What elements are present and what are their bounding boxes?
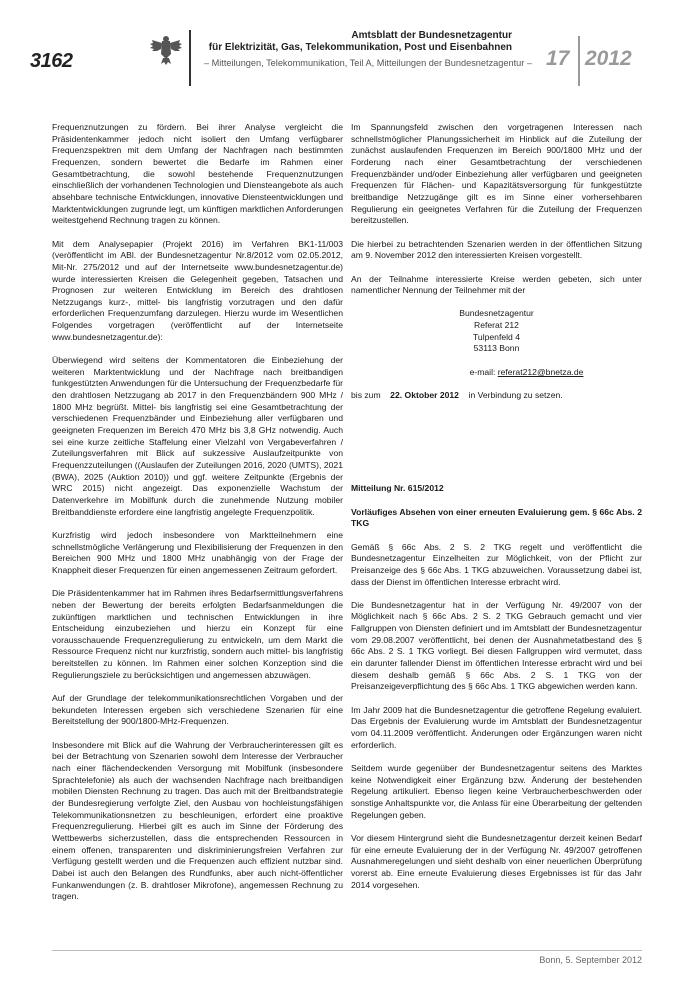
paragraph: Auf der Grundlage der telekommunikationsrechtlichen Vorgaben und der bekundeten Interessen ergeben sich verschiedene Szenarien für eine Bereitstellung der 900/1800-MHz-Frequenzen. [52, 693, 343, 727]
address-line: Referat 212 [474, 320, 519, 331]
deadline-suffix: in Verbindung zu setzen. [468, 390, 563, 401]
paragraph: Vor diesem Hintergrund sieht die Bundesnetzagentur derzeit keinen Bedarf für eine erneute Evaluierung der in der Verfügung Nr. 49/2007 getroffenen Ausnahmeregelungen und sieht deshalb von einer neuerlichen Überprüfung vorerst ab. Eine erneute Evaluierung dieses Ergebnisses ist für das Jahr 2014 vorgesehen. [351, 832, 642, 890]
address-line: Bundesnetzagentur [459, 308, 534, 319]
header-divider [189, 30, 191, 86]
contact-address [351, 308, 642, 355]
footer-divider [52, 950, 642, 951]
paragraph: Kurzfristig wird jedoch insbesondere von Marktteilnehmern eine schnellstmögliche Verlängerung und Flexibilisierung der Frequenzen in den Bereichen 900 MHz und 1800 MHz unabhängig von der Frage der Knappheit dieser Frequenzen für einen angemessenen Zeitraum gefordert. [52, 529, 343, 575]
right-column [351, 122, 642, 891]
paragraph: Die Präsidentenkammer hat im Rahmen ihres Bedarfsermittlungsverfahrens neben der Bewertung der bereits erfolgten Bedarfsanmeldungen die zukünftigen marktlichen und technischen Entwicklungen in ihre Entscheidung einzubeziehen und hierzu ein Konzept für eine vorausschauende Frequenzregulierung zu entwickeln, um dem Markt die Ressource Frequenz nicht nur kurzfristig, sondern auch mittel- bis langfristig bereitstellen zu können. Im Rahmen einer solchen Konzeption sind die Regulierungsziele zu berücksichtigen und angemessen abzuwägen. [52, 588, 343, 680]
left-column [52, 122, 343, 903]
paragraph: Im Spannungsfeld zwischen den vorgetragenen Interessen nach schnellstmöglicher Planungssicherheit im Hinblick auf die Zuteilung der zunächst auslaufenden Frequenzen im Bereich 900/1800 MHz und der Forderung nach einer Gesamtbetrachtung der verschiedenen Frequenzbänder und/oder Einbeziehung aller verfügbaren und geeigneten Frequenzen für Flächen- und Kapazitätsversorgung für funkgestützte breitbandige Netzzugänge gilt es im Sinne einer vorhersehbaren Regulierung ein geeignetes Verfahren für die Zuteilung der Frequenzen bereitzustellen. [351, 122, 642, 226]
address-line: 53113 Bonn [473, 343, 520, 354]
paragraph: Die hierbei zu betrachtenden Szenarien werden in der öffentlichen Sitzung am 9. November 2012 den interessierten Kreisen vorgestellt. [351, 238, 642, 261]
paragraph: Frequenznutzungen zu fördern. Bei ihrer Analyse vergleicht die Präsidentenkammer jedoch nicht isoliert den Umfang verfügbarer Frequenzspektren mit dem Umfang der Nachfragen nach bestimmten Frequenzen, sondern bewertet die Bedarfe im Rahmen einer Gesamtbetrachtung, die sowohl bestehende Frequenznutzungen einschließlich der vorhandenen Technologien und Diensteangebote als auch absehbare technische Entwicklungen, innovative Diensteentwicklungen und Marktentwicklungen zugrunde legt, um künftigen marktlichen Anforderungen weitestgehend Rechnung tragen zu können. [52, 122, 343, 226]
address-line: Tulpenfeld 4 [473, 331, 520, 342]
notice-number: Mitteilung Nr. 615/2012 [351, 483, 444, 494]
email-label: e-mail: [469, 366, 496, 377]
email-link[interactable]: referat212@bnetza.de [497, 366, 584, 377]
footer-date: Bonn, 5. September 2012 [539, 955, 642, 965]
page-number: 3162 [30, 50, 73, 72]
paragraph: Seitdem wurde gegenüber der Bundesnetzagentur seitens des Marktes keine Notwendigkeit einer Ergänzung bzw. Änderung der bestehenden Regelung artikuliert. Ebenso liegen keine Verbraucherbeschwerden oder sonstige Anhaltspunkte vor, die Anlass für eine Überarbeitung der geltenden Regelungen geben. [351, 762, 642, 820]
deadline [351, 390, 642, 402]
deadline-prefix: bis zum [351, 390, 381, 401]
section-spacer [351, 413, 642, 483]
paragraph: Gemäß § 66c Abs. 2 S. 2 TKG regelt und veröffentlicht die Bundesnetzagentur Einzelheiten zur Möglichkeit, von der Pflicht zur Preisanzeige des § 66c Abs. 1 TKG abzuweichen. Voraussetzung dabei ist, dass der Dienst im öffentlichen Interesse erbracht wird. [351, 541, 642, 587]
paragraph: Im Jahr 2009 hat die Bundesnetzagentur die getroffene Regelung evaluiert. Das Ergebnis der Evaluierung wurde im Amtsblatt der Bundesnetzagentur vom 04.11.2009 veröffentlicht. Änderungen oder Ergänzungen waren nicht erforderlich. [351, 704, 642, 750]
publication-title [196, 30, 512, 54]
issue-number: 17 [546, 47, 570, 70]
publication-title-line1: Amtsblatt der Bundesnetzagentur [351, 30, 512, 41]
notice-heading: Vorläufiges Absehen von einer erneuten Evaluierung gem. § 66c Abs. 2 TKG [351, 506, 642, 529]
federal-eagle-icon [148, 32, 184, 68]
paragraph: An der Teilnahme interessierte Kreise werden gebeten, sich unter namentlicher Nennung der Teilnehmer mit der [351, 273, 642, 296]
issue-divider [578, 36, 580, 86]
issue-year: 2012 [585, 47, 632, 70]
publication-subtitle: – Mitteilungen, Telekommunikation, Teil A, Mitteilungen der Bundesnetzagentur – [203, 58, 532, 68]
paragraph: Überwiegend wird seitens der Kommentatoren die Einbeziehung der weiteren Marktentwicklung und der Nachfrage nach breitbandigen funkgestützten Anwendungen für die Untersuchung der Frequenzbedarfe für den drahtlosen Netzzugang ab 2017 in den Frequenzbändern 900 MHz / 1800 MHz begrüßt. Mittel- bis langfristig sei eine Gesamtbetrachtung der verschiedenen Frequenzbänder und Einbeziehung aller verfügbaren und geeigneten Frequenzen im Bereich 470 MHz bis 3,8 GHz notwendig. Auch sei eine kurze zeitliche Staffelung einer Vielzahl von Vergabeverfahren / Zuteilungsverfahren mit Blick auf sukzessive Auslaufzeitpunkte von Frequenzzuteilungen ((Auslaufen der Zuteilungen 2016, 2020 (UMTS), 2021 (BWA), 2025 (Auktion 2010)) und ggf. weitere Zeitpunkte (Ergebnis der WRC 2015) nicht angezeigt. Das exponenzielle Wachstum der Datenverkehre im Mobilfunk durch die zunehmende Nutzung mobiler Breitbanddienste erfordere eine langfristig angelegte Frequenzpolitik. [52, 355, 343, 517]
paragraph: Insbesondere mit Blick auf die Wahrung der Verbraucherinteressen gilt es bei der Betrachtung von Szenarien sowohl dem Interesse der Verbraucher nach einer flächendeckenden Versorgung mit Mobilfunk (insbesondere Sprachtelefonie) als auch der wachsenden Nachfrage nach breitbandigen mobilen Diensten Rechnung zu tragen. Das auch mit der Breitbandstrategie der Bundesregierung verfolgte Ziel, den Ausbau von hochleistungsfähigen Telekommunikationsnetzen zu beschleunigen, erfordert eine proaktive Frequenzregulierung. Hierbei gilt es auch im Sinne der Förderung des Wettbewerbs sicherzustellen, dass die entsprechenden Ressourcen in einem offenen, transparenten und diskriminierungsfreien Verfahren zur Verfügung gestellt werden und die Frequenzen auch effizient nutzbar sind. Dabei ist auch den Belangen des Rundfunks, aber auch nicht-öffentlicher Funkanwendungen (z. B. drahtloser Mikrofone), angemessen Rechnung zu tragen. [52, 739, 343, 902]
publication-title-line2: für Elektrizität, Gas, Telekommunikation, Post und Eisenbahnen [208, 42, 512, 53]
paragraph: Mit dem Analysepapier (Projekt 2016) im Verfahren BK1-11/003 (veröffentlicht im ABl. der Bundesnetzagentur Nr.8/2012 vom 02.05.2012, Mit-Nr. 275/2012 und auf der Internetseite www.bundesnetzagentur.de) wurde interessierten Kreisen die Gelegenheit gegeben, Tatsachen und Prognosen zur weiteren Entwicklung im Bereich des drahtlosen Netzzugangs kurz-, mittel- bis langfristig vorzutragen und den dafür erforderlichen Frequenzumfang darzulegen. Hierzu wurde im Wesentlichen Folgendes vorgetragen (veröffentlicht auf der Internetseite www.bundesnetzagentur.de): [52, 238, 343, 342]
deadline-date: 22. Oktober 2012 [390, 390, 459, 401]
paragraph: Die Bundesnetzagentur hat in der Verfügung Nr. 49/2007 von der Möglichkeit nach § 66c Abs. 2 S. 2 TKG Gebrauch gemacht und vier Fallgruppen von Diensten definiert und im Amtsblatt der Bundesnetzagentur vom 29.08.2007 veröffentlicht, bei denen der Ausnahmetatbestand des § 66c Abs. 2 S. 1 TKG vorliegt. Bei diesen Fallgruppen wird vermutet, dass ein darunter fallender Dienst im öffentlichen Interesse erbracht wird und bei diesem deshalb gemäß § 66c Abs. 2 S. 1 TKG von der Preisanzeigeverpflichtung des § 66c Abs. 1 TKG abgewichen werden kann. [351, 599, 642, 692]
email-line [351, 367, 642, 379]
